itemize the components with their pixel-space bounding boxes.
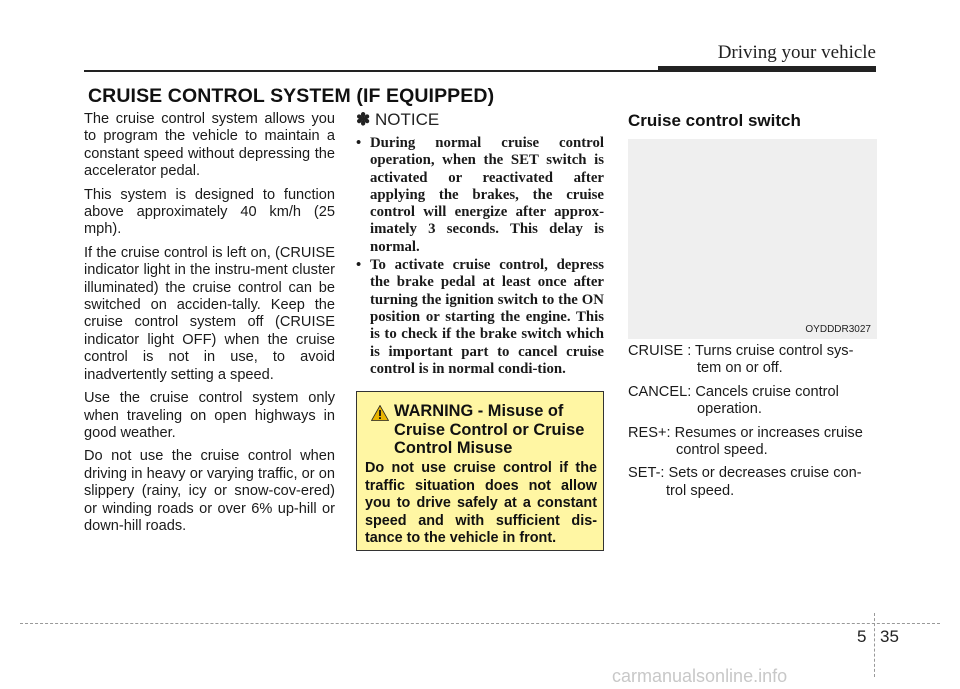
warning-triangle-icon — [371, 405, 389, 421]
definition-text-cont: tem on or off. — [697, 360, 783, 377]
paragraph: The cruise control system allows you to program the vehicle to maintain a constant speed without depressing the accelerator pedal. — [84, 111, 335, 180]
definition-text-cont: operation. — [697, 401, 762, 418]
definition-term: CANCEL: — [628, 383, 692, 400]
warning-text: Do not use cruise control if the traffic situation does not allow you to drive safely at a constant speed and with sufficient dis-tance to the vehicle in front. — [365, 460, 597, 547]
header-rule — [84, 70, 658, 72]
header-rule-accent — [658, 66, 876, 72]
intro-column — [84, 111, 335, 541]
definition-text-cont: trol speed. — [666, 482, 735, 499]
definition-text: Sets or decreases cruise con- — [664, 465, 862, 482]
paragraph: Do not use the cruise control when driving in heavy or varying traffic, or on slippery (rainy, icy or snow-cov-ered) or winding roads or over 6% up-hill or down-hill roads. — [84, 448, 335, 534]
notice-item-text: During normal cruise control operation, when the SET switch is activated or reactivated after applying the brakes, the cruise control will energize after approx-imately 3 seconds. This delay is normal. — [370, 135, 604, 255]
notice-item-text: To activate cruise control, depress the brake pedal at least once after turning the ignition switch to the ON position or starting the engine. This is to check if the brake switch which is important part to cancel cruise control is in normal condi-tion. — [370, 257, 604, 377]
footer-rule — [20, 623, 940, 624]
definition-text: Resumes or increases cruise — [670, 424, 863, 441]
section-title: CRUISE CONTROL SYSTEM (IF EQUIPPED) — [88, 85, 495, 107]
definition-item — [628, 343, 878, 378]
definition-item — [628, 425, 878, 460]
notice-title: NOTICE — [374, 110, 440, 129]
image-code: OYDDDR3027 — [805, 324, 871, 335]
definition-text: Cancels cruise control — [691, 383, 839, 400]
definition-text-cont: control speed. — [676, 442, 768, 459]
paragraph: Use the cruise control system only when traveling on open highways in good weather. — [84, 390, 335, 441]
chapter-number: 5 — [857, 627, 867, 646]
notice-heading — [356, 110, 439, 130]
paragraph: This system is designed to function above approximately 40 km/h (25 mph). — [84, 186, 335, 238]
watermark: carmanualsonline.info — [612, 666, 788, 686]
warning-box — [356, 391, 604, 551]
bullet-icon: • — [356, 257, 362, 274]
paragraph: If the cruise control is left on, (CRUISE indicator light in the instru-ment cluster illuminated) the cruise control can be switched on acciden-tally. Keep the cruise control system off (CRUISE indicator light OFF) when the cruise control is not in use, to avoid inadvertently setting a speed. — [84, 244, 335, 383]
cruise-switch-image — [628, 139, 877, 339]
notice-list — [356, 135, 604, 379]
list-item — [356, 135, 604, 256]
definition-text: Turns cruise control sys- — [691, 343, 854, 359]
list-item — [356, 257, 604, 378]
warning-heading — [394, 402, 599, 458]
notice-star-icon: ✽ — [356, 110, 371, 129]
warning-label: WARNING — [394, 402, 474, 420]
bullet-icon: • — [356, 135, 362, 151]
definition-term: CRUISE : — [628, 343, 692, 359]
definition-item — [628, 465, 878, 500]
switch-definitions — [628, 343, 878, 506]
running-header: Driving your vehicle — [717, 42, 876, 63]
definition-term: SET-: — [628, 465, 665, 482]
definition-term: RES+: — [628, 424, 671, 441]
warning-subtitle: - Misuse of Cruise Control or Cruise Control Misuse — [394, 402, 585, 458]
page-number: 35 — [880, 627, 899, 646]
page-number-divider — [874, 613, 875, 677]
switch-section-title: Cruise control switch — [628, 111, 801, 130]
definition-item — [628, 384, 878, 419]
